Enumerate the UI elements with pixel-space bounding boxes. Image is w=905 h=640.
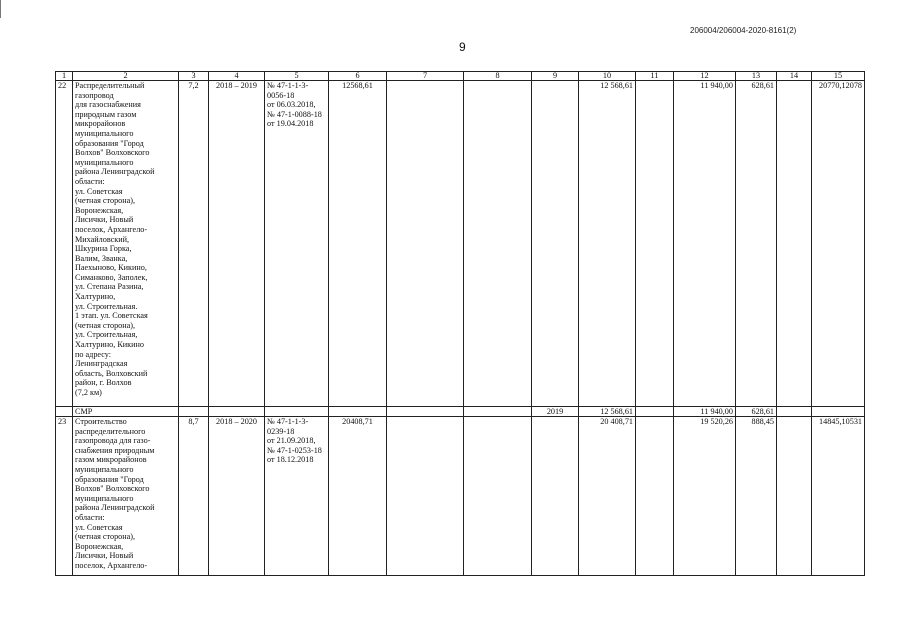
column-number-row xyxy=(56,72,865,81)
table-cell xyxy=(265,407,329,417)
amount-cell: 11 940,00 xyxy=(674,407,736,417)
amount-cell: 888,45 xyxy=(736,417,777,576)
amount-cell: 11 940,00 xyxy=(674,81,736,407)
scan-edge-mark xyxy=(0,0,1,18)
column-header: 14 xyxy=(777,72,812,81)
column-header: 9 xyxy=(532,72,579,81)
column-header: 10 xyxy=(579,72,636,81)
table-cell xyxy=(812,407,865,417)
amount-cell: 20770,12078 xyxy=(812,81,865,407)
column-header: 2 xyxy=(73,72,179,81)
amount-cell: 19 520,26 xyxy=(674,417,736,576)
period-cell: 2018 – 2020 xyxy=(209,417,265,576)
column-header: 8 xyxy=(464,72,532,81)
column-header: 6 xyxy=(329,72,387,81)
column-header: 11 xyxy=(636,72,674,81)
table-cell xyxy=(532,81,579,407)
amount-cell: 628,61 xyxy=(736,81,777,407)
data-table xyxy=(55,71,865,576)
row-number: 22 xyxy=(56,81,73,407)
table-cell xyxy=(464,81,532,407)
table-cell xyxy=(387,417,464,576)
table-cell xyxy=(387,407,464,417)
table-cell xyxy=(179,407,209,417)
table-cell xyxy=(387,81,464,407)
table-cell xyxy=(464,417,532,576)
row-number: 23 xyxy=(56,417,73,576)
cost-cell: 12568,61 xyxy=(329,81,387,407)
table-cell xyxy=(636,407,674,417)
amount-cell: 20 408,71 xyxy=(579,417,636,576)
table-cell xyxy=(464,407,532,417)
column-header: 7 xyxy=(387,72,464,81)
table-cell xyxy=(777,407,812,417)
length-cell: 7,2 xyxy=(179,81,209,407)
year-cell: 2019 xyxy=(532,407,579,417)
table-cell xyxy=(777,417,812,576)
amount-cell: 12 568,61 xyxy=(579,81,636,407)
object-description: Строительство распределительного газопровода для газо- снабжения природным газом микрорайонов муниципального образования "Город Волхов" Волховского муниципального района Ленинградской области: ул. Советская (четная сторона), Воронежская, Лисички, Новый поселок, Архангело- xyxy=(73,417,179,576)
length-cell: 8,7 xyxy=(179,417,209,576)
object-description: Распределительный газопровод для газоснабжения природным газом микрорайонов муниципального образования "Город Волхов" Волховского муниципального района Ленинградской области: ул. Советская (четная сторона), Воронежская, Лисички, Новый поселок, Архангело- Михайловский, Шкурина Горка, Валим, Званка, Паехыново, Кикино, Симанково, Заполек, ул. Степана Разина, Халтурино, ул. Строительная. 1 этап. ул. Советская (четная сторона), ул. Строительная, Халтурино, Кикино по адресу: Ленинградская область, Волховский район, г. Волхов (7,2 км) xyxy=(73,81,179,407)
table-row xyxy=(56,417,865,576)
table-cell xyxy=(636,417,674,576)
amount-cell: 628,61 xyxy=(736,407,777,417)
column-header: 12 xyxy=(674,72,736,81)
column-header: 4 xyxy=(209,72,265,81)
permit-cell: № 47-1-1-3- 0056-18 от 06.03.2018, № 47-1-0088-18 от 19.04.2018 xyxy=(265,81,329,407)
column-header: 3 xyxy=(179,72,209,81)
document-id: 206004/206004-2020-8161(2) xyxy=(690,26,797,35)
table-cell xyxy=(329,407,387,417)
column-header: 5 xyxy=(265,72,329,81)
table-cell xyxy=(532,417,579,576)
period-cell: 2018 – 2019 xyxy=(209,81,265,407)
amount-cell: 14845,10531 xyxy=(812,417,865,576)
table-row xyxy=(56,81,865,407)
table-cell xyxy=(209,407,265,417)
permit-cell: № 47-1-1-3- 0239-18 от 21.09.2018, № 47-1-0253-18 от 18.12.2018 xyxy=(265,417,329,576)
table-row xyxy=(56,407,865,417)
object-description: СМР xyxy=(73,407,179,417)
column-header: 15 xyxy=(812,72,865,81)
column-header: 13 xyxy=(736,72,777,81)
table-cell xyxy=(636,81,674,407)
cost-cell: 20408,71 xyxy=(329,417,387,576)
row-number xyxy=(56,407,73,417)
column-header: 1 xyxy=(56,72,73,81)
page-number: 9 xyxy=(459,40,466,54)
table-cell xyxy=(777,81,812,407)
amount-cell: 12 568,61 xyxy=(579,407,636,417)
